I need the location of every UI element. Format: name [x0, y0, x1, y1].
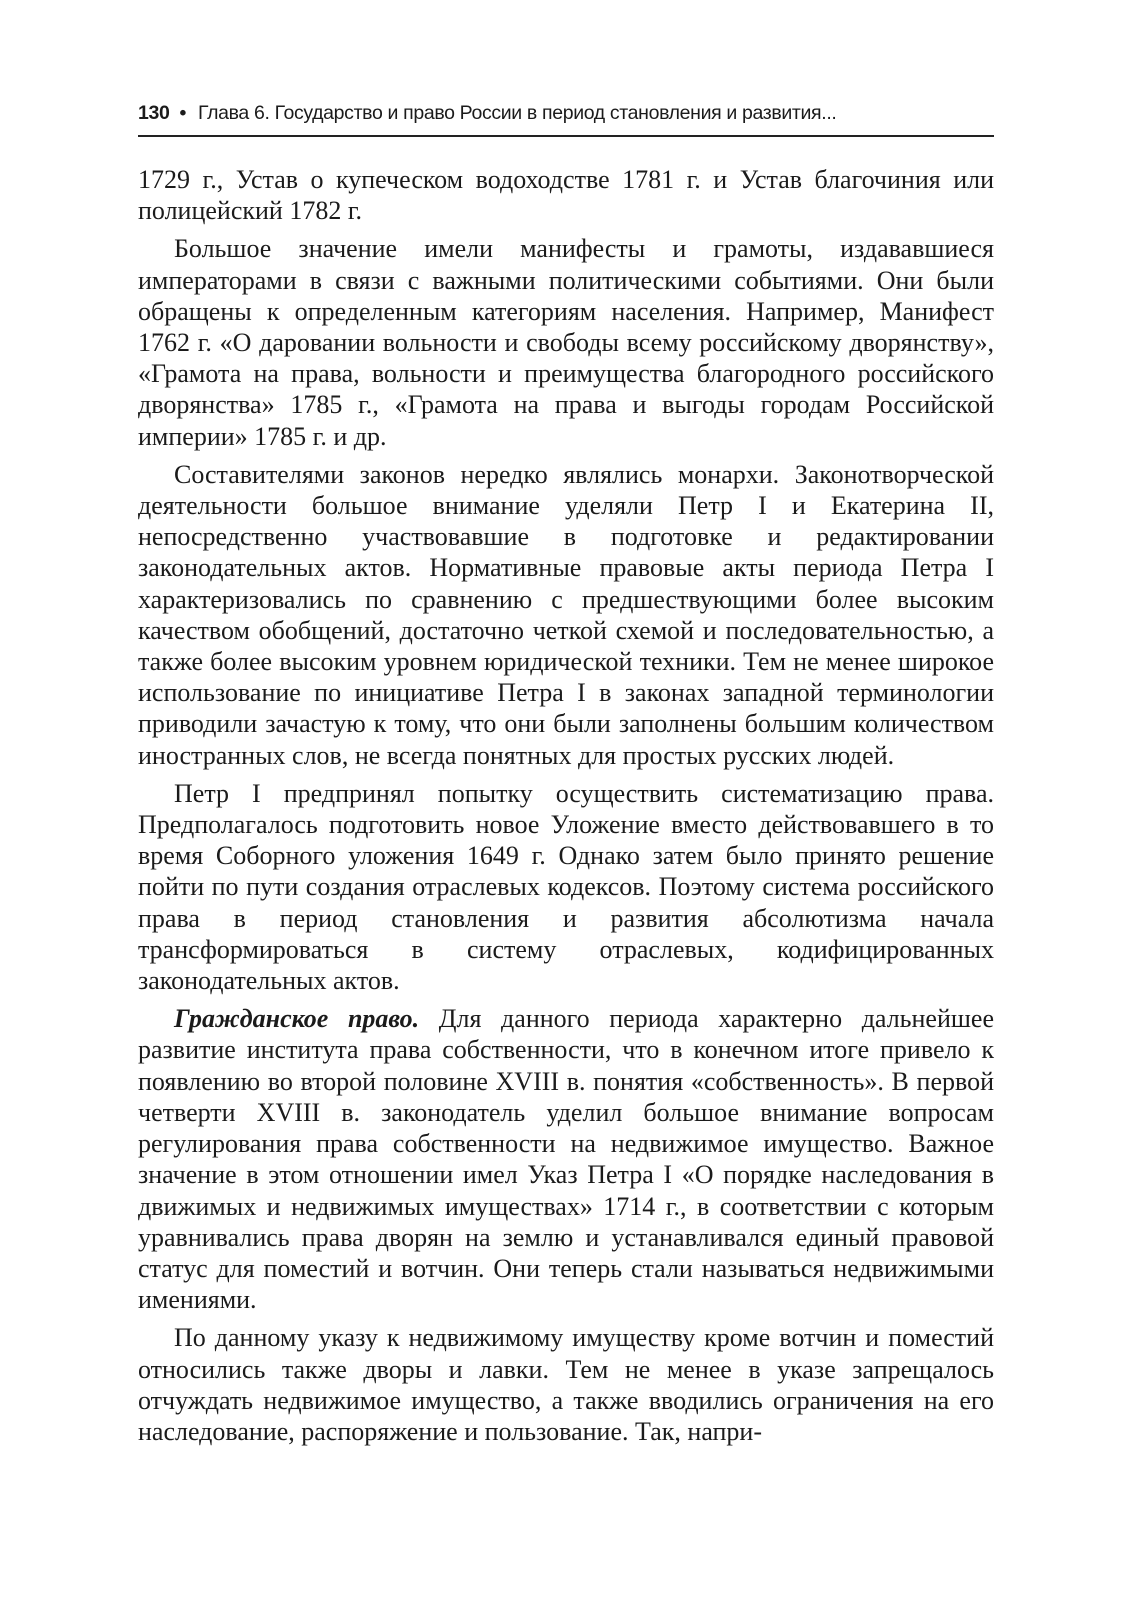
body-text	[138, 164, 994, 1447]
paragraph-civil-law-text: Для данного периода характерно дальнейшее развитие института права собственности, что в конечном итоге привело к появлению во второй половине XVIII в. понятия «собственность». В первой четверти XVIII в. законодатель уделил большое внимание вопросам регулирования права собственности на недвижимое имущество. Важное значение в этом отношении имел Указ Петра I «О порядке наследования в движимых и недвижимых имуществах» 1714 г., в соответствии с которым уравнивались права дворян на землю и устанавливался единый правовой статус для поместий и вотчин. Они теперь стали называться недвижимыми имениями.	[138, 1004, 994, 1315]
chapter-title: Глава 6. Государство и право России в период становления и развития...	[197, 102, 837, 124]
book-page	[138, 100, 994, 1447]
paragraph-continued: 1729 г., Устав о купеческом водоходстве 1781 г. и Устав благочиния или полицейский 1782 г.	[138, 165, 994, 226]
paragraph-systematization: Петр I предпринял попытку осуществить систематизацию права. Предполагалось подготовить новое Уложение вместо действовавшего в то время Соборного уложения 1649 г. Однако затем было принято решение пойти по пути создания отраслевых кодексов. Поэтому система российского права в период становления и развития абсолютизма начала трансформироваться в систему отраслевых, кодифицированных законодательных актов.	[138, 778, 994, 996]
running-header	[138, 100, 994, 137]
paragraph-monarchs: Составителями законов нередко являлись монархи. Законотворческой деятельности большое внимание уделяли Петр I и Екатерина II, непосредственно участвовавшие в подготовке и редактировании законодательных актов. Нормативные правовые акты периода Петра I характеризовались по сравнению с предшествующими более высоким качеством обобщений, достаточно четкой схемой и последовательностью, а также более высоким уровнем юридической техники. Тем не менее широкое использование по инициативе Петра I в законах западной терминологии приводили зачастую к тому, что они были заполнены большим количеством иностранных слов, не всегда понятных для простых русских людей.	[138, 459, 994, 770]
header-bullet: •	[179, 102, 186, 124]
section-lead-civil-law: Гражданское право.	[174, 1004, 420, 1034]
paragraph-manifestos: Большое значение имели манифесты и грамоты, издававшиеся императорами в связи с важными политическими событиями. Они были обращены к определенным категориям населения. Например, Манифест 1762 г. «О даровании вольности и свободы всему российскому дворянству», «Грамота на права, вольности и преимущества благородного российского дворянства» 1785 г., «Грамота на права и выгоды городам Российской империи» 1785 г. и др.	[138, 234, 994, 451]
page-number: 130	[138, 102, 170, 124]
paragraph-decree: По данному указу к недвижимому имуществу кроме вотчин и поместий относились также дворы и лавки. Тем не менее в указе запрещалось отчуждать недвижимое имущество, а также вводились ограничения на его наследование, распоряжение и пользование. Так, напри-	[138, 1323, 994, 1446]
paragraph-civil-law	[138, 1003, 994, 1315]
